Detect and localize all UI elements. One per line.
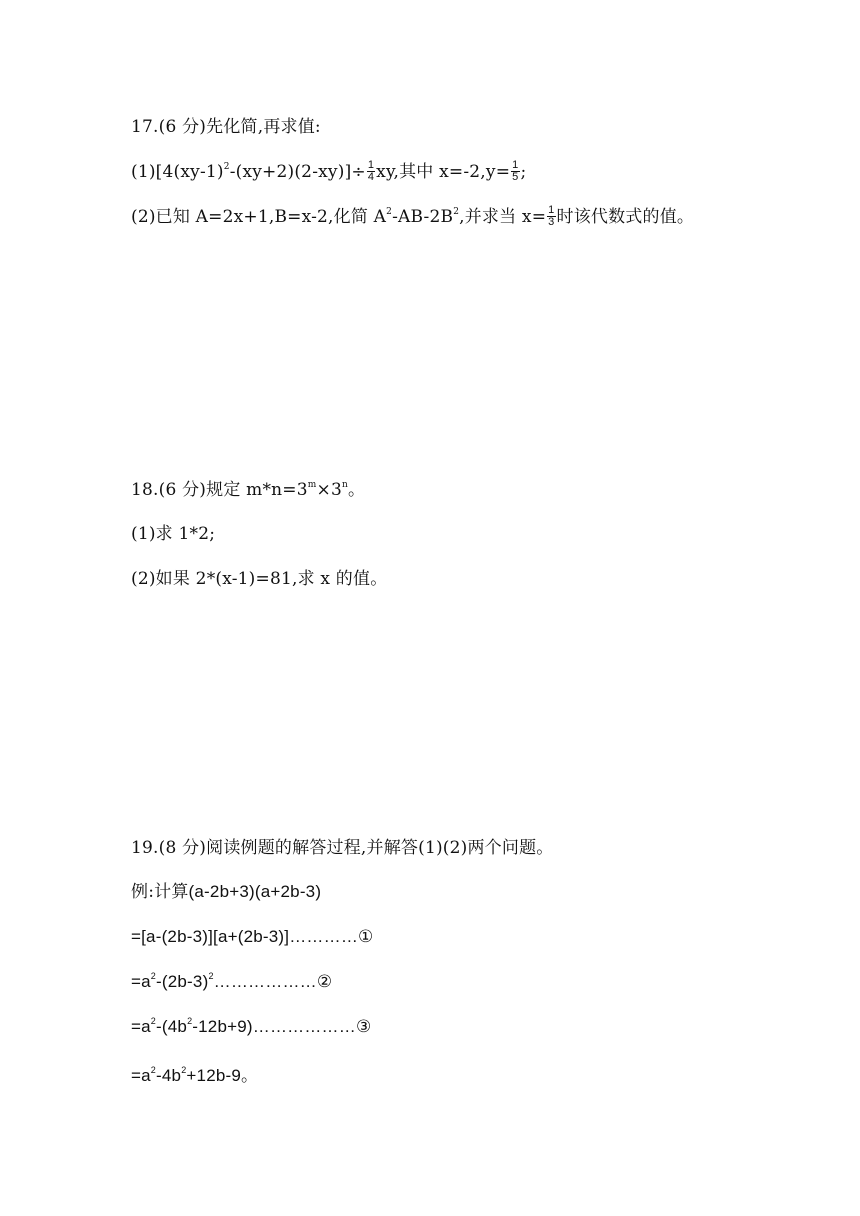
q19-heading: 19.(8 分)阅读例题的解答过程,并解答(1)(2)两个问题。 — [131, 838, 554, 858]
q17-part1-fraction-one-fifth: $\frac{1}{5}$ — [512, 159, 519, 183]
q19-example — [131, 880, 321, 904]
q19-step2-text-a: =a — [131, 972, 151, 991]
q17-part1-text-b: -(xy+2)(2-xy)]÷ — [229, 162, 366, 182]
q19-step2-marker: ………………② — [213, 972, 333, 991]
q19-step2-text-b: -(2b-3) — [156, 972, 209, 991]
q17-part1 — [131, 160, 526, 184]
q17-part2-text-d: 时该代数式的值。 — [556, 207, 695, 227]
q17-part1-fraction-one-quarter: $\frac{1}{4}$ — [367, 159, 375, 183]
q17-part2-exponent-a: 2 — [386, 207, 393, 217]
q17-part2-text-c: ,并求当 x= — [459, 207, 547, 227]
q18-part2: (2)如果 2*(x-1)=81,求 x 的值。 — [131, 569, 388, 589]
q17-part2-text-a: (2)已知 A=2x+1,B=x-2,化简 A — [131, 207, 387, 227]
q17-part2-fraction-one-third: $\frac{1}{3}$ — [548, 204, 555, 228]
q19-step4-text-a: =a — [131, 1066, 151, 1085]
q19-step3-text-b: -(4b — [156, 1017, 188, 1036]
q19-step1 — [131, 925, 373, 949]
q19-example-expression: (a-2b+3)(a+2b-3) — [188, 882, 322, 901]
q19-step3-exponent-1: 2 — [150, 1016, 157, 1026]
q19-step4-exponent-1: 2 — [150, 1065, 157, 1075]
q19-step3-text-c: -12b+9)………………③ — [192, 1017, 372, 1036]
q18-heading-text-a: 18.(6 分)规定 m*n=3 — [131, 480, 308, 500]
q19-step4-exponent-2: 2 — [181, 1065, 187, 1075]
q17-part1-text-a: (1)[4(xy-1) — [131, 162, 224, 182]
q19-step3-text-a: =a — [131, 1017, 151, 1036]
q17-part1-exponent: 2 — [223, 162, 230, 172]
q18-heading — [131, 478, 365, 502]
q19-example-label: 例:计算 — [131, 882, 189, 902]
q19-step2-exponent-2: 2 — [208, 971, 214, 981]
q18-exponent-n: n — [341, 480, 348, 490]
q19-step2-exponent-1: 2 — [150, 971, 157, 981]
q19-step4-text-b: -4b — [156, 1066, 182, 1085]
q18-heading-text-b: ×3 — [316, 480, 342, 500]
q19-step3-exponent-2: 2 — [187, 1016, 193, 1026]
q19-step2 — [131, 970, 332, 994]
q19-step1-marker: …………① — [289, 927, 374, 946]
q19-step4-text-c: +12b-9。 — [186, 1066, 259, 1085]
q18-heading-text-c: 。 — [347, 480, 366, 500]
q17-part2-text-b: -AB-2B — [392, 207, 454, 227]
q19-step1-expression: =[a-(2b-3)][a+(2b-3)] — [131, 927, 290, 946]
q17-part1-text-c: xy,其中 x=-2,y= — [376, 162, 511, 182]
q19-step3 — [131, 1015, 371, 1039]
q17-heading: 17.(6 分)先化简,再求值: — [131, 117, 321, 137]
q17-part1-text-d: ; — [520, 162, 527, 182]
q19-step4 — [131, 1064, 258, 1088]
q17-part2-exponent-b: 2 — [453, 207, 460, 217]
q17-part2 — [131, 205, 694, 229]
q18-exponent-m: m — [307, 480, 317, 490]
q18-part1: (1)求 1*2; — [131, 524, 216, 544]
